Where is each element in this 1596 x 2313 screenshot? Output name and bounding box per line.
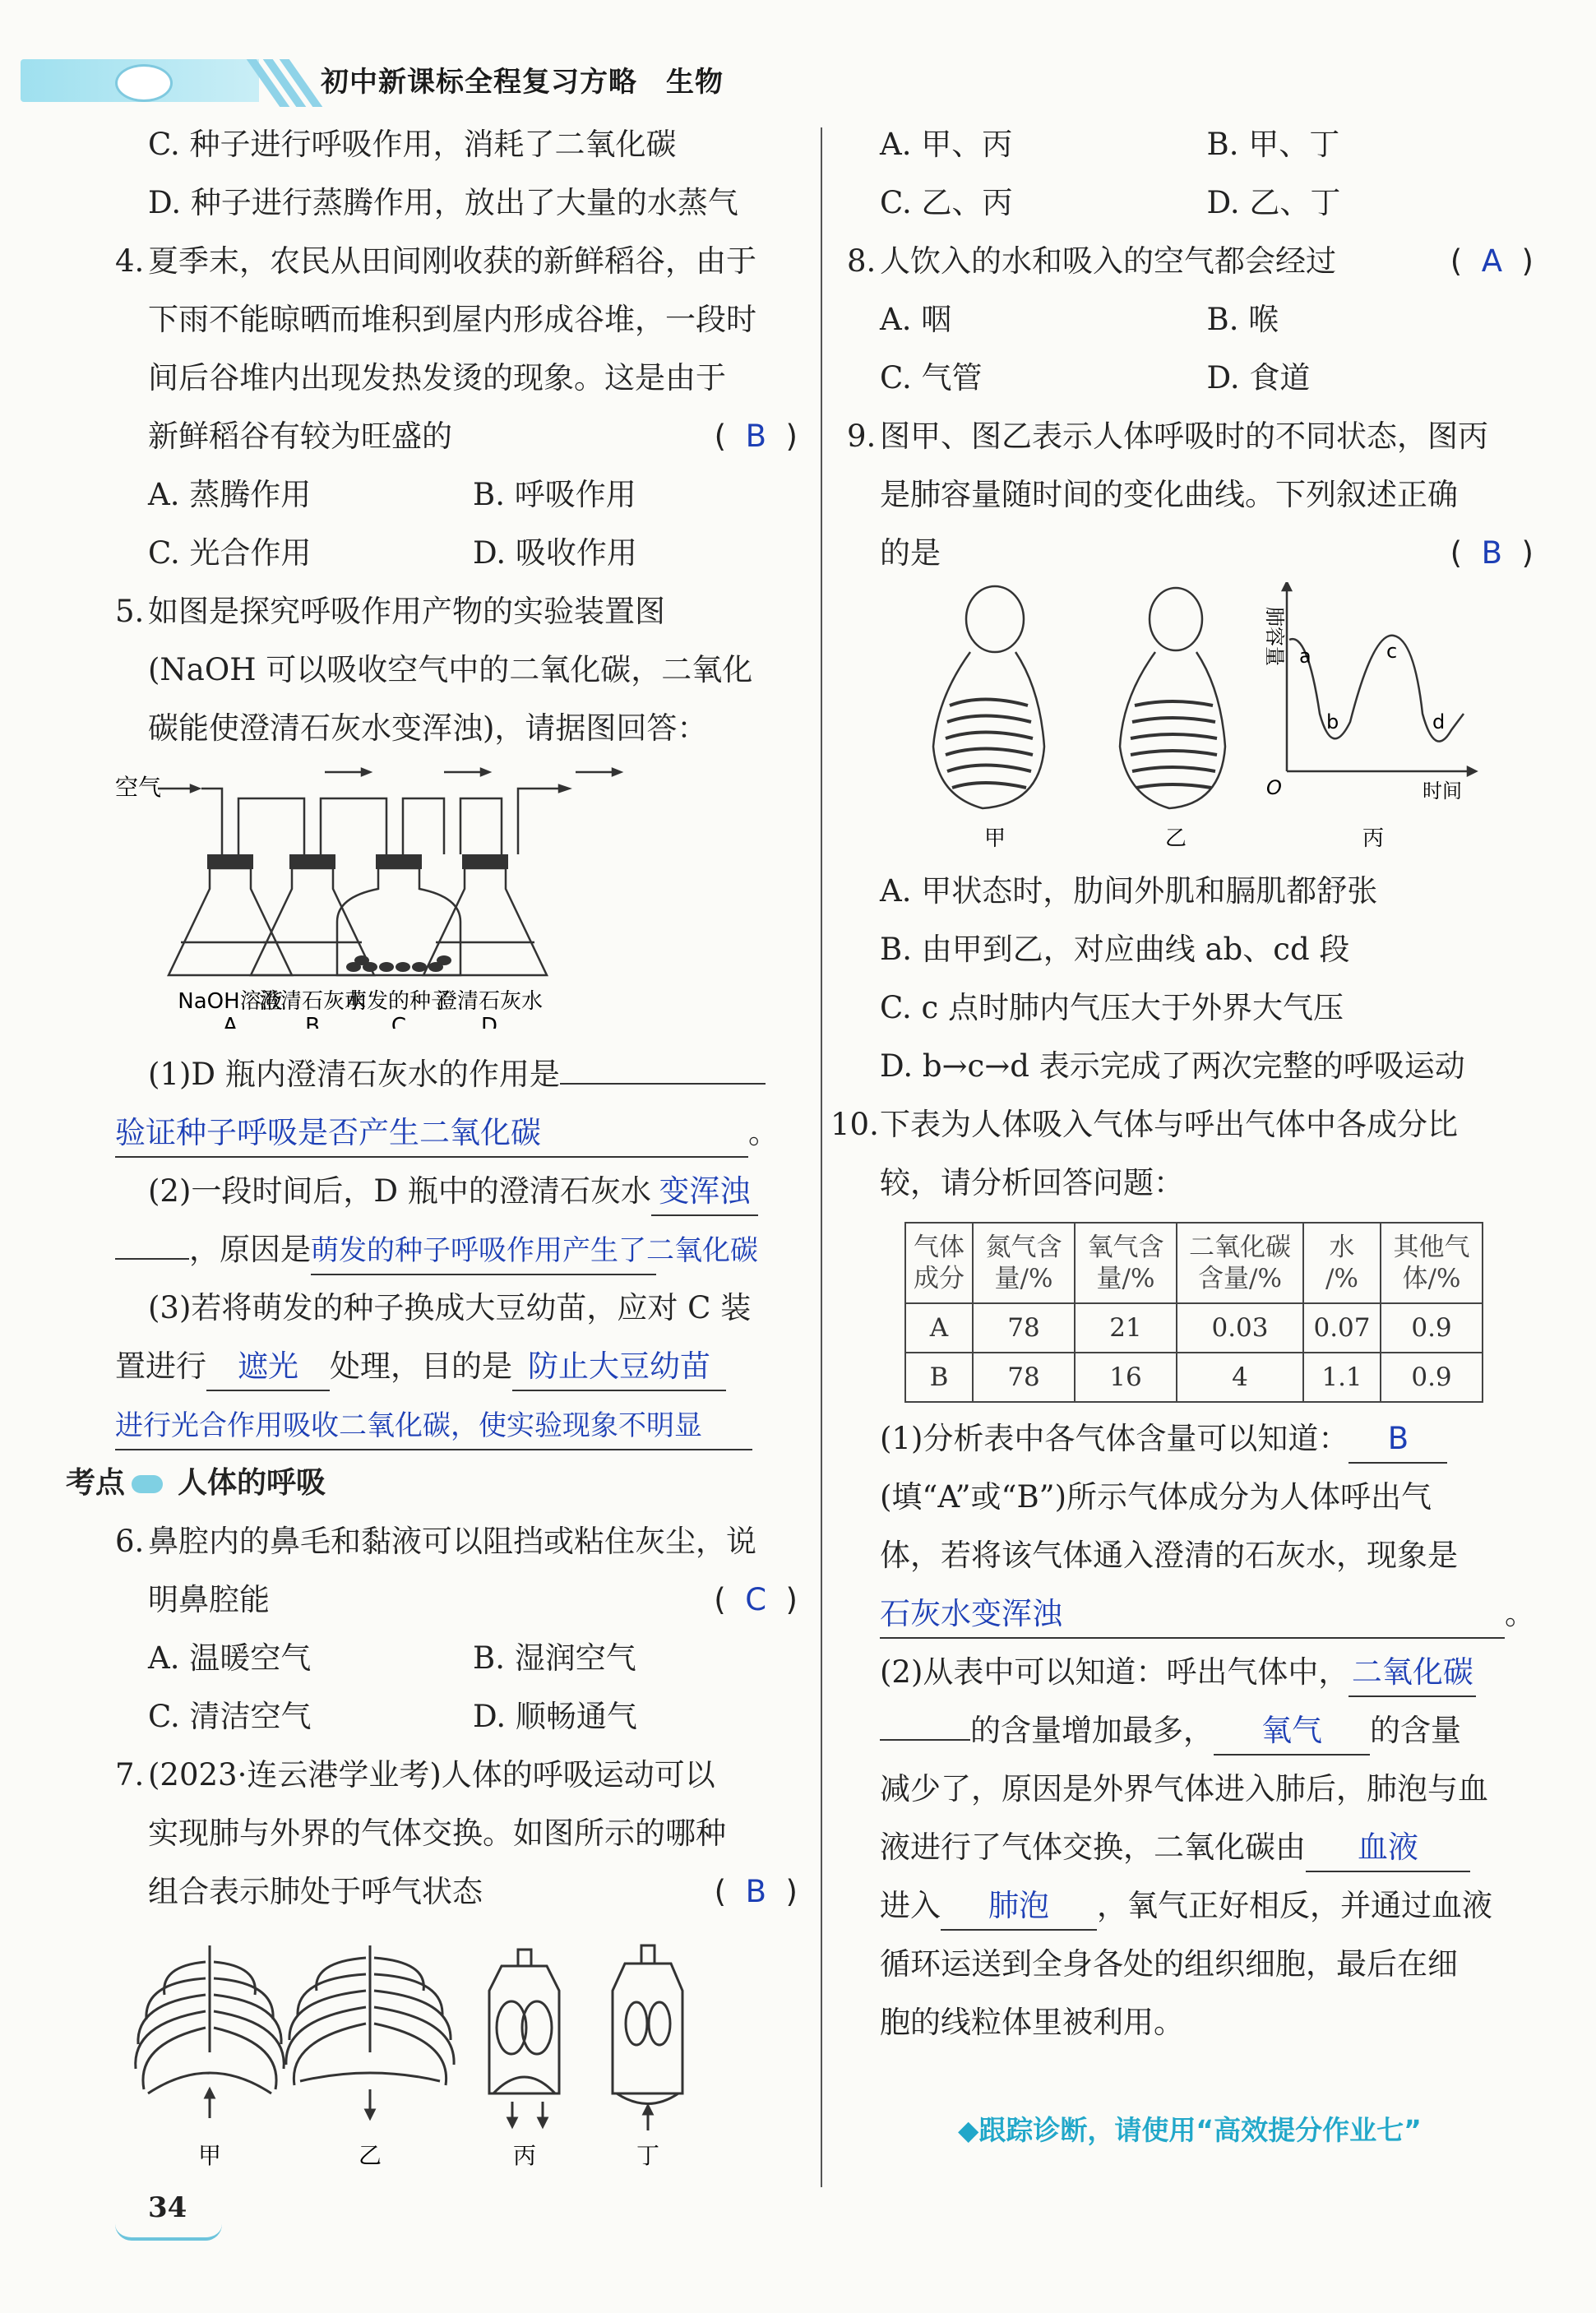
option: D. 乙、丁: [1206, 185, 1341, 220]
fig9-label: 乙: [1164, 826, 1187, 851]
table-row: [905, 1303, 1483, 1353]
answer-blank: [560, 1083, 766, 1085]
question-number: 5.: [115, 594, 145, 629]
question-9: [847, 407, 1534, 582]
fig9-xlabel: 时间: [1423, 779, 1462, 803]
answer-mark: B: [1481, 535, 1503, 571]
options: [880, 115, 1534, 173]
fig9-label: 甲: [983, 826, 1006, 851]
question-text: 图甲、图乙表示人体呼吸时的不同状态，图丙: [880, 419, 1488, 454]
option: B. 湿润空气: [473, 1640, 636, 1676]
answer-paren: ( B ): [714, 419, 798, 454]
table-row: [905, 1353, 1483, 1402]
answer-blank: 肺泡: [941, 1883, 1097, 1931]
question-text: 组合表示肺处于呼气状态: [148, 1874, 483, 1909]
table-cell: 21: [1075, 1303, 1177, 1353]
table-header: 气体 成分: [905, 1223, 973, 1303]
question-text: (2)从表中可以知道：呼出气体中，: [880, 1654, 1349, 1690]
option: A. 甲状态时，肋间外肌和膈肌都舒张: [880, 873, 1378, 909]
question-text: (NaOH 可以吸收空气中的二氧化碳，二氧化: [148, 652, 753, 687]
option: C. 气管: [880, 360, 983, 396]
answer-mark: A: [1481, 243, 1503, 279]
question-text: 下表为人体吸入气体与呼出气体中各成分比: [880, 1107, 1458, 1142]
option: B. 甲、丁: [1206, 127, 1340, 162]
table-header: 二氧化碳 含量/%: [1177, 1223, 1303, 1303]
option: B. 喉: [1206, 302, 1279, 337]
fig5-letter: A: [223, 1014, 238, 1029]
table-cell: 0.03: [1177, 1303, 1303, 1353]
fig7-label: 甲: [197, 2142, 222, 2169]
q3-option-d: D. 种子进行蒸腾作用，放出了大量的水蒸气: [148, 185, 738, 220]
question-text: 下雨不能晾晒而堆积到屋内形成谷堆，一段时: [148, 302, 756, 337]
fig9-point: a: [1299, 645, 1311, 668]
table-cell: 78: [973, 1353, 1075, 1402]
answer-blank: 进行光合作用吸收二氧化碳，使实验现象不明显: [115, 1403, 752, 1450]
answer-blank: 氧气: [1214, 1708, 1370, 1756]
question-text: 的是: [880, 535, 941, 571]
question-9-options: [847, 862, 1534, 1095]
fig5-label: 澄清石灰水: [435, 989, 544, 1014]
answer-blank: [880, 1739, 970, 1741]
table-header-row: [905, 1223, 1483, 1303]
answer-blank: 萌发的种子呼吸作用产生了二氧化碳: [311, 1228, 656, 1275]
fig7-label: 丁: [636, 2142, 660, 2169]
question-text: 的含量: [1370, 1713, 1461, 1748]
page-number: 34: [148, 2191, 187, 2224]
table-cell: 0.9: [1381, 1353, 1483, 1402]
header-logo-icon: [115, 64, 173, 102]
question-text: 胞的线粒体里被利用。: [880, 2005, 1184, 2040]
answer-blank: 验证种子呼吸是否产生二氧化碳: [115, 1110, 748, 1158]
table-cell: 1.1: [1303, 1353, 1381, 1402]
table-cell: 0.07: [1303, 1303, 1381, 1353]
question-text: 碳能使澄清石灰水变浑浊)，请据图回答：: [148, 710, 708, 746]
option: A. 甲、丙: [880, 127, 1013, 162]
option: B. 呼吸作用: [473, 477, 636, 512]
question-5: [115, 582, 798, 757]
question-text: (2023·连云港学业考)人体的呼吸运动可以: [148, 1757, 715, 1793]
table-cell: 78: [973, 1303, 1075, 1353]
figure-5-apparatus: [115, 757, 798, 1029]
answer-blank: 防止大豆幼苗: [512, 1344, 726, 1391]
answer-blank: 二氧化碳: [1349, 1649, 1476, 1697]
option: C. 清洁空气: [148, 1699, 312, 1734]
table-cell: A: [905, 1303, 973, 1353]
question-text: 的含量增加最多，: [970, 1713, 1214, 1748]
option: D. 吸收作用: [473, 535, 637, 571]
question-text: 处理，目的是: [330, 1348, 512, 1384]
option: C. c 点时肺内气压大于外界大气压: [880, 990, 1344, 1025]
figure-7-ribcage: [115, 1929, 798, 2176]
fig5-air-label: 空气: [115, 774, 162, 801]
column-divider: [821, 127, 822, 2187]
question-text: (填“A”或“B”)所示气体成分为人体呼出气: [880, 1479, 1432, 1515]
fig9-origin: O: [1266, 776, 1282, 799]
answer-paren: ( C ): [714, 1582, 798, 1617]
question-text: 鼻腔内的鼻毛和黏液可以阻挡或粘住灰尘，说: [148, 1524, 756, 1559]
left-column: [66, 115, 798, 2176]
question-10-parts: (1)分析表中各气体含量可以知道： B (填“A”或“B”)所示气体成分为人体呼出气 体，若将该气体通入澄清的石灰水，现象是 石灰水变浑浊 。 (2)从表中可以知道：呼出气体中，二氧化碳 的含量增加最多， 氧气 的含量 减少了，原因是外界气体进入肺后，肺泡与血 液进行了气体交换，二氧化碳由 血液 进入 肺泡 ，氧气正好相反，并通过血液 循环运送到全身各处的组织细胞，最后在细 胞的线粒体里被利用。: [847, 1409, 1534, 2052]
options: [880, 349, 1534, 407]
question-text: (1)D 瓶内澄清石灰水的作用是: [148, 1057, 560, 1092]
question-7-options: [847, 115, 1534, 232]
section-title: 人体的呼吸: [178, 1466, 326, 1500]
option: C. 乙、丙: [880, 185, 1013, 220]
section-badge-icon: [132, 1475, 163, 1493]
answer-mark: B: [745, 1874, 767, 1909]
question-text: 进入: [880, 1888, 941, 1923]
option: D. 顺畅通气: [473, 1699, 637, 1734]
figure-9-breathing: [847, 582, 1534, 862]
question-4: [115, 232, 798, 582]
table-cell: 16: [1075, 1353, 1177, 1402]
footer-decoration: [115, 2224, 222, 2241]
question-text: 体，若将该气体通入澄清的石灰水，现象是: [880, 1538, 1458, 1573]
table-cell: 0.9: [1381, 1303, 1483, 1353]
answer-mark: C: [745, 1582, 767, 1617]
fig5-letter: C: [391, 1014, 407, 1029]
question-6: [115, 1512, 798, 1746]
question-number: 6.: [115, 1524, 145, 1559]
option: A. 蒸腾作用: [148, 477, 312, 512]
options: [148, 524, 798, 582]
right-column: [830, 115, 1535, 2052]
answer-blank: B: [1349, 1416, 1447, 1464]
section-label: 考点: [66, 1466, 126, 1500]
question-text: (1)分析表中各气体含量可以知道：: [880, 1421, 1349, 1456]
question-text: 明鼻腔能: [148, 1582, 270, 1617]
fig5-label: 澄清石灰水: [258, 989, 367, 1014]
question-text: 置进行: [115, 1348, 206, 1384]
question-number: 8.: [847, 243, 877, 279]
question-number: 7.: [115, 1757, 145, 1793]
question-7: [115, 1746, 798, 1921]
table-header: 其他气 体/%: [1381, 1223, 1483, 1303]
fig9-label: 丙: [1362, 826, 1385, 851]
question-text: 较，请分析回答问题：: [880, 1165, 1184, 1200]
answer-paren: ( B ): [1450, 535, 1534, 571]
fig5-label: NaOH溶液: [178, 989, 283, 1014]
fig9-point: b: [1326, 710, 1339, 733]
table-header: 氮气含 量/%: [973, 1223, 1075, 1303]
section-heading: [66, 1454, 798, 1512]
question-text: 实现肺与外界的气体交换。如图所示的哪种: [148, 1816, 726, 1851]
fig7-label: 丙: [512, 2142, 537, 2169]
answer-blank: 遮光: [206, 1344, 330, 1391]
table-cell: B: [905, 1353, 973, 1402]
fig5-letter: D: [480, 1014, 498, 1029]
answer-paren: ( A ): [1450, 243, 1534, 279]
options: [148, 465, 798, 524]
answer-blank: 石灰水变浑浊: [880, 1591, 1505, 1639]
q3-option-c: C. 种子进行呼吸作用，消耗了二氧化碳: [148, 127, 677, 162]
options: [148, 1687, 798, 1746]
question-number: 9.: [847, 419, 877, 454]
option: A. 咽: [880, 302, 952, 337]
question-number: 4.: [115, 243, 145, 279]
table-header: 氧气含 量/%: [1075, 1223, 1177, 1303]
answer-blank: 变浑浊: [651, 1168, 758, 1216]
question-8: [847, 232, 1534, 407]
option: C. 光合作用: [148, 535, 312, 571]
header-title: 初中新课标全程复习方略 生物: [321, 66, 724, 99]
answer-paren: ( B ): [714, 1874, 798, 1909]
trace-diagnosis-note: ◆跟踪诊断，请使用“高效提分作业七”: [958, 2114, 1422, 2146]
fig7-label: 乙: [358, 2142, 382, 2169]
answer-blank: 血液: [1306, 1825, 1470, 1872]
answer-mark: B: [745, 419, 767, 454]
gas-table: [904, 1222, 1483, 1403]
question-text: 人饮入的水和吸入的空气都会经过: [880, 243, 1336, 279]
question-text: ，原因是: [189, 1232, 311, 1267]
fig9-point: d: [1432, 710, 1446, 733]
question-text: 是肺容量随时间的变化曲线。下列叙述正确: [880, 477, 1458, 512]
question-text: 新鲜稻谷有较为旺盛的: [148, 419, 452, 454]
question-text: 减少了，原因是外界气体进入肺后，肺泡与血: [880, 1771, 1488, 1806]
options: [880, 173, 1534, 232]
fig5-letter: B: [305, 1014, 320, 1029]
table-cell: 4: [1177, 1353, 1303, 1402]
question-10: [830, 1095, 1534, 1212]
question-text: (2)一段时间后，D 瓶中的澄清石灰水: [148, 1173, 651, 1209]
options: [880, 290, 1534, 349]
question-text: (3)若将萌发的种子换成大豆幼苗，应对 C 装: [148, 1290, 752, 1325]
question-text: 如图是探究呼吸作用产物的实验装置图: [148, 594, 665, 629]
options: [148, 1629, 798, 1687]
option: D. b→c→d 表示完成了两次完整的呼吸运动: [880, 1048, 1465, 1084]
question-text: 夏季末，农民从田间刚收获的新鲜稻谷，由于: [148, 243, 756, 279]
option: A. 温暖空气: [148, 1640, 312, 1676]
fig9-point: c: [1386, 640, 1398, 663]
question-text: ，氧气正好相反，并通过血液: [1097, 1888, 1492, 1923]
question-5-parts: (1)D 瓶内澄清石灰水的作用是 验证种子呼吸是否产生二氧化碳 。 (2)一段时间后，D 瓶中的澄清石灰水 变浑浊 ，原因是萌发的种子呼吸作用产生了二氧化碳 (3)若将萌发的种子换成大豆幼苗，应对 C 装 置进行 遮光 处理，目的是 防止大豆幼苗 进行光合作用吸收二氧化碳，使实验现象不明显: [115, 1045, 798, 1454]
option: D. 食道: [1206, 360, 1311, 396]
question-text: 间后谷堆内出现发热发烫的现象。这是由于: [148, 360, 726, 396]
question-text: 循环运送到全身各处的组织细胞，最后在细: [880, 1946, 1458, 1982]
question-number: 10.: [830, 1107, 879, 1142]
option: B. 由甲到乙，对应曲线 ab、cd 段: [880, 932, 1350, 967]
fig9-ylabel: 肺容量: [1263, 607, 1286, 666]
answer-blank: [115, 1258, 189, 1260]
question-text: 液进行了气体交换，二氧化碳由: [880, 1830, 1306, 1865]
fig5-label: 萌发的种子: [345, 989, 453, 1014]
table-header: 水 /%: [1303, 1223, 1381, 1303]
